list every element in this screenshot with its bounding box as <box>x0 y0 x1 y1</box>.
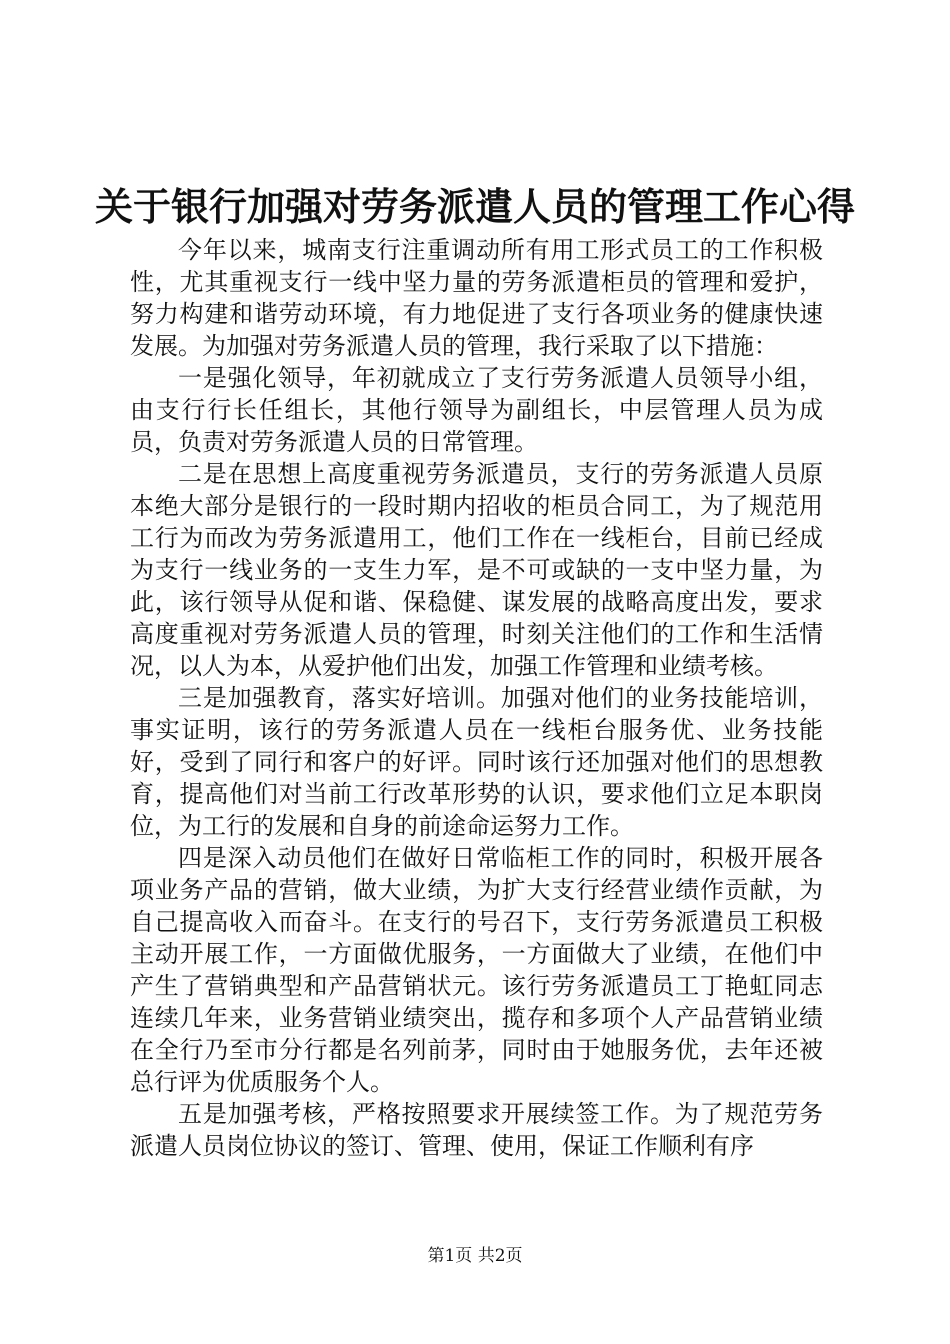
document-body <box>130 234 823 1162</box>
page-number-footer: 第1页 共2页 <box>427 1246 523 1266</box>
paragraph-measure-2: 二是在思想上高度重视劳务派遣员，支行的劳务派遣人员原本绝大部分是银行的一段时期内招收的柜员合同工，为了规范用工行为而改为劳务派遣用工，他们工作在一线柜台，目前已经成为支行一线业务的一支生力军，是不可或缺的一支中坚力量，为此，该行领导从促和谐、保稳健、谋发展的战略高度出发，要求高度重视对劳务派遣人员的管理，时刻关注他们的工作和生活情况，以人为本，从爱护他们出发，加强工作管理和业绩考核。 <box>130 460 823 680</box>
paragraph-measure-1: 一是强化领导，年初就成立了支行劳务派遣人员领导小组，由支行行长任组长，其他行领导为副组长，中层管理人员为成员，负责对劳务派遣人员的日常管理。 <box>130 364 823 456</box>
document-title: 关于银行加强对劳务派遣人员的管理工作心得 <box>94 184 855 229</box>
paragraph-measure-4: 四是深入动员他们在做好日常临柜工作的同时，积极开展各项业务产品的营销，做大业绩，为扩大支行经营业绩作贡献，为自己提高收入而奋斗。在支行的号召下，支行劳务派遣员工积极主动开展工作，一方面做优服务，一方面做大了业绩，在他们中产生了营销典型和产品营销状元。该行劳务派遣员工丁艳虹同志连续几年来，业务营销业绩突出，揽存和多项个人产品营销业绩在全行乃至市分行都是名列前茅，同时由于她服务优，去年还被总行评为优质服务个人。 <box>130 844 823 1096</box>
paragraph-measure-3: 三是加强教育，落实好培训。加强对他们的业务技能培训，事实证明，该行的劳务派遣人员在一线柜台服务优、业务技能好，受到了同行和客户的好评。同时该行还加强对他们的思想教育，提高他们对当前工行改革形势的认识，要求他们立足本职岗位，为工行的发展和自身的前途命运努力工作。 <box>130 684 823 840</box>
paragraph-intro: 今年以来，城南支行注重调动所有用工形式员工的工作积极性，尤其重视支行一线中坚力量的劳务派遣柜员的管理和爱护，努力构建和谐劳动环境，有力地促进了支行各项业务的健康快速发展。为加强对劳务派遣人员的管理，我行采取了以下措施： <box>130 236 823 360</box>
paragraph-measure-5: 五是加强考核，严格按照要求开展续签工作。为了规范劳务派遣人员岗位协议的签订、管理、使用，保证工作顺利有序 <box>130 1100 823 1160</box>
